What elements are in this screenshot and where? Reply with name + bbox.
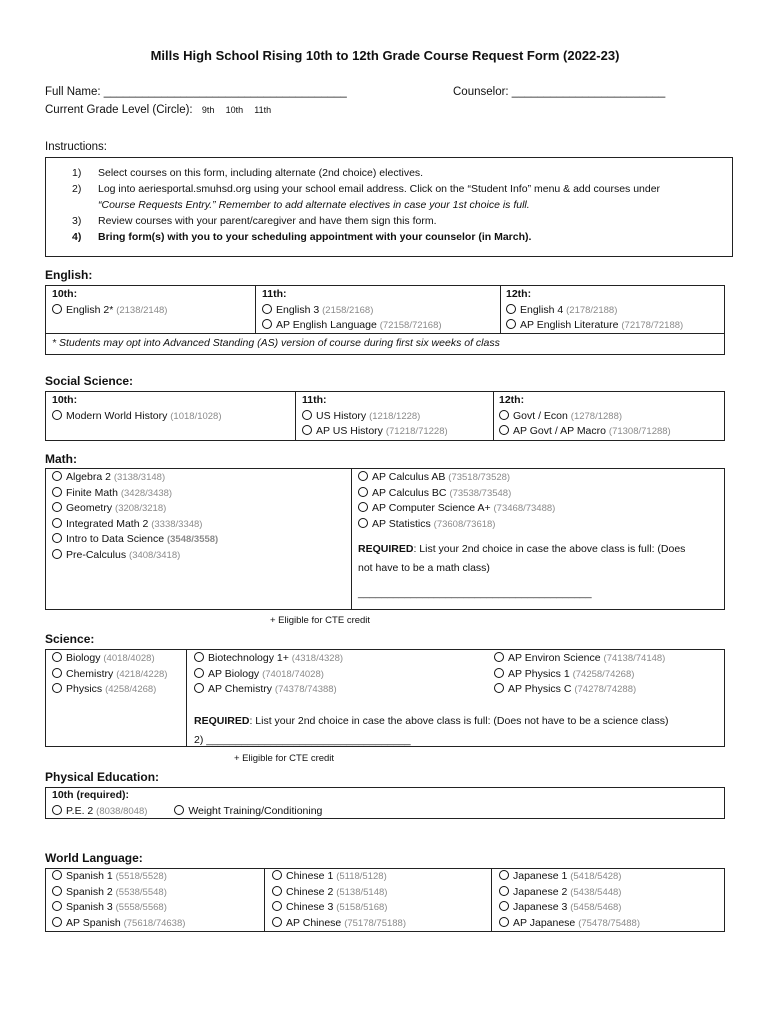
course-option[interactable]: AP Computer Science A+ (73468/73488) — [358, 501, 555, 517]
course-option[interactable]: Chinese 3 (5158/5168) — [272, 900, 406, 916]
course-option[interactable]: AP English Literature (72178/72188) — [506, 318, 683, 334]
course-option[interactable]: AP Statistics (73608/73618) — [358, 517, 555, 533]
course-option[interactable]: Chinese 1 (5118/5128) — [272, 869, 406, 885]
course-option[interactable]: AP US History (71218/71228) — [302, 424, 448, 440]
course-option[interactable]: AP Physics 1 (74258/74268) — [494, 667, 665, 683]
world-language-heading: World Language: — [45, 851, 143, 865]
course-option[interactable]: AP Biology (74018/74028) — [194, 667, 343, 683]
course-option[interactable]: AP Chemistry (74378/74388) — [194, 682, 343, 698]
math-heading: Math: — [45, 452, 77, 466]
science-col-1 — [52, 651, 167, 698]
instruction-item-3: 3) Review courses with your parent/caregiver and have them sign this form. — [72, 215, 437, 227]
grade-level-row — [45, 104, 271, 116]
course-option[interactable]: AP Calculus AB (73518/73528) — [358, 470, 555, 486]
course-option[interactable]: Pre-Calculus (3408/3418) — [52, 548, 218, 564]
english-col-12: 12th: English 4 (2178/2188) AP English Literature (72178/72188) — [506, 287, 683, 334]
pe-heading: Physical Education: — [45, 770, 160, 784]
english-note: * Students may opt into Advanced Standing (AS) version of course during first six weeks of class — [52, 337, 500, 349]
world-col-1 — [52, 869, 185, 931]
course-option[interactable]: English 3 (2158/2168) — [262, 303, 442, 319]
course-option[interactable]: AP Japanese (75478/75488) — [499, 916, 640, 932]
course-option[interactable]: AP Chinese (75178/75188) — [272, 916, 406, 932]
course-option[interactable]: Integrated Math 2 (3338/3348) — [52, 517, 218, 533]
course-option[interactable]: Govt / Econ (1278/1288) — [499, 409, 671, 425]
course-option[interactable]: AP Govt / AP Macro (71308/71288) — [499, 424, 671, 440]
science-heading: Science: — [45, 632, 95, 646]
course-option[interactable]: Intro to Data Science (3548/3558) — [52, 532, 218, 548]
course-option[interactable]: Biotechnology 1+ (4318/4328) — [194, 651, 343, 667]
instruction-item-2-cont: “Course Requests Entry.” Remember to add alternate electives in case your 1st choice is full. — [98, 199, 530, 211]
instruction-item-1: 1) Select courses on this form, including alternate (2nd choice) electives. — [72, 167, 424, 179]
course-option[interactable]: Algebra 2 (3138/3148) — [52, 470, 218, 486]
math-col-left — [52, 470, 218, 563]
course-option[interactable]: English 4 (2178/2188) — [506, 303, 683, 319]
course-option[interactable]: Biology (4018/4028) — [52, 651, 167, 667]
instruction-item-2: 2) Log into aeriesportal.smuhsd.org using your school email address. Click on the “Student Info” menu & add courses under — [72, 183, 661, 195]
course-option[interactable]: AP Physics C (74278/74288) — [494, 682, 665, 698]
science-col-2 — [194, 651, 343, 698]
course-option[interactable]: AP Environ Science (74138/74148) — [494, 651, 665, 667]
course-option[interactable]: P.E. 2 (8038/8048) — [52, 805, 147, 817]
course-option[interactable]: AP Spanish (75618/74638) — [52, 916, 185, 932]
english-col-11: 11th: English 3 (2158/2168) AP English Language (72158/72168) — [262, 287, 442, 334]
course-option[interactable]: AP Calculus BC (73538/73548) — [358, 486, 555, 502]
science-alternate-field[interactable]: 2) ___________________________________ — [194, 734, 411, 746]
course-option[interactable]: Spanish 3 (5558/5568) — [52, 900, 185, 916]
counselor-field[interactable]: Counselor: ________________________ — [453, 86, 666, 98]
science-cte-note: + Eligible for CTE credit — [234, 753, 335, 764]
course-option[interactable]: Chinese 2 (5138/5148) — [272, 885, 406, 901]
grade-option-10[interactable]: 10th — [225, 105, 244, 115]
page-title: Mills High School Rising 10th to 12th Grade Course Request Form (2022-23) — [150, 48, 620, 63]
course-option[interactable]: Finite Math (3428/3438) — [52, 486, 218, 502]
course-option[interactable]: US History (1218/1228) — [302, 409, 448, 425]
social-col-10: 10th: Modern World History (1018/1028) — [52, 393, 222, 424]
grade-option-11[interactable]: 11th — [254, 105, 272, 115]
science-col-3 — [494, 651, 665, 698]
course-option[interactable]: Japanese 3 (5458/5468) — [499, 900, 640, 916]
instruction-item-4: 4) Bring form(s) with you to your scheduling appointment with your counselor (in March). — [72, 231, 532, 243]
grade-level-label: Current Grade Level (Circle): — [45, 104, 193, 116]
instructions-heading: Instructions: — [45, 141, 107, 153]
english-col-10: 10th: English 2* (2138/2148) — [52, 287, 167, 318]
english-heading: English: — [45, 268, 93, 282]
course-option[interactable]: Physics (4258/4268) — [52, 682, 167, 698]
course-option[interactable]: English 2* (2138/2148) — [52, 303, 167, 319]
course-option[interactable]: Chemistry (4218/4228) — [52, 667, 167, 683]
full-name-field[interactable]: Full Name: ______________________________________ — [45, 86, 347, 98]
social-col-11: 11th: US History (1218/1228) AP US History (71218/71228) — [302, 393, 448, 440]
math-required: REQUIRED: List your 2nd choice in case the above class is full: (Does not have to be a math class) ________________________________________ — [358, 540, 718, 603]
course-option[interactable]: Weight Training/Conditioning — [174, 805, 322, 817]
course-option[interactable]: Spanish 2 (5538/5548) — [52, 885, 185, 901]
science-required: REQUIRED: List your 2nd choice in case the above class is full: (Does not have to be a science class) 2) ___________________________________ — [194, 712, 669, 750]
math-col-right — [358, 470, 555, 532]
math-alternate-field[interactable]: ________________________________________ — [358, 587, 592, 599]
course-option[interactable]: Japanese 2 (5438/5448) — [499, 885, 640, 901]
world-col-3 — [499, 869, 640, 931]
world-col-2 — [272, 869, 406, 931]
social-science-heading: Social Science: — [45, 374, 134, 388]
course-option[interactable]: Spanish 1 (5518/5528) — [52, 869, 185, 885]
course-option[interactable]: Modern World History (1018/1028) — [52, 409, 222, 425]
math-cte-note: + Eligible for CTE credit — [270, 615, 371, 626]
grade-option-9[interactable]: 9th — [201, 105, 215, 115]
social-col-12: 12th: Govt / Econ (1278/1288) AP Govt / AP Macro (71308/71288) — [499, 393, 671, 440]
course-option[interactable]: AP English Language (72158/72168) — [262, 318, 442, 334]
course-option[interactable]: Japanese 1 (5418/5428) — [499, 869, 640, 885]
pe-col: 10th (required): P.E. 2 (8038/8048) Weight Training/Conditioning — [52, 789, 323, 817]
course-option[interactable]: Geometry (3208/3218) — [52, 501, 218, 517]
